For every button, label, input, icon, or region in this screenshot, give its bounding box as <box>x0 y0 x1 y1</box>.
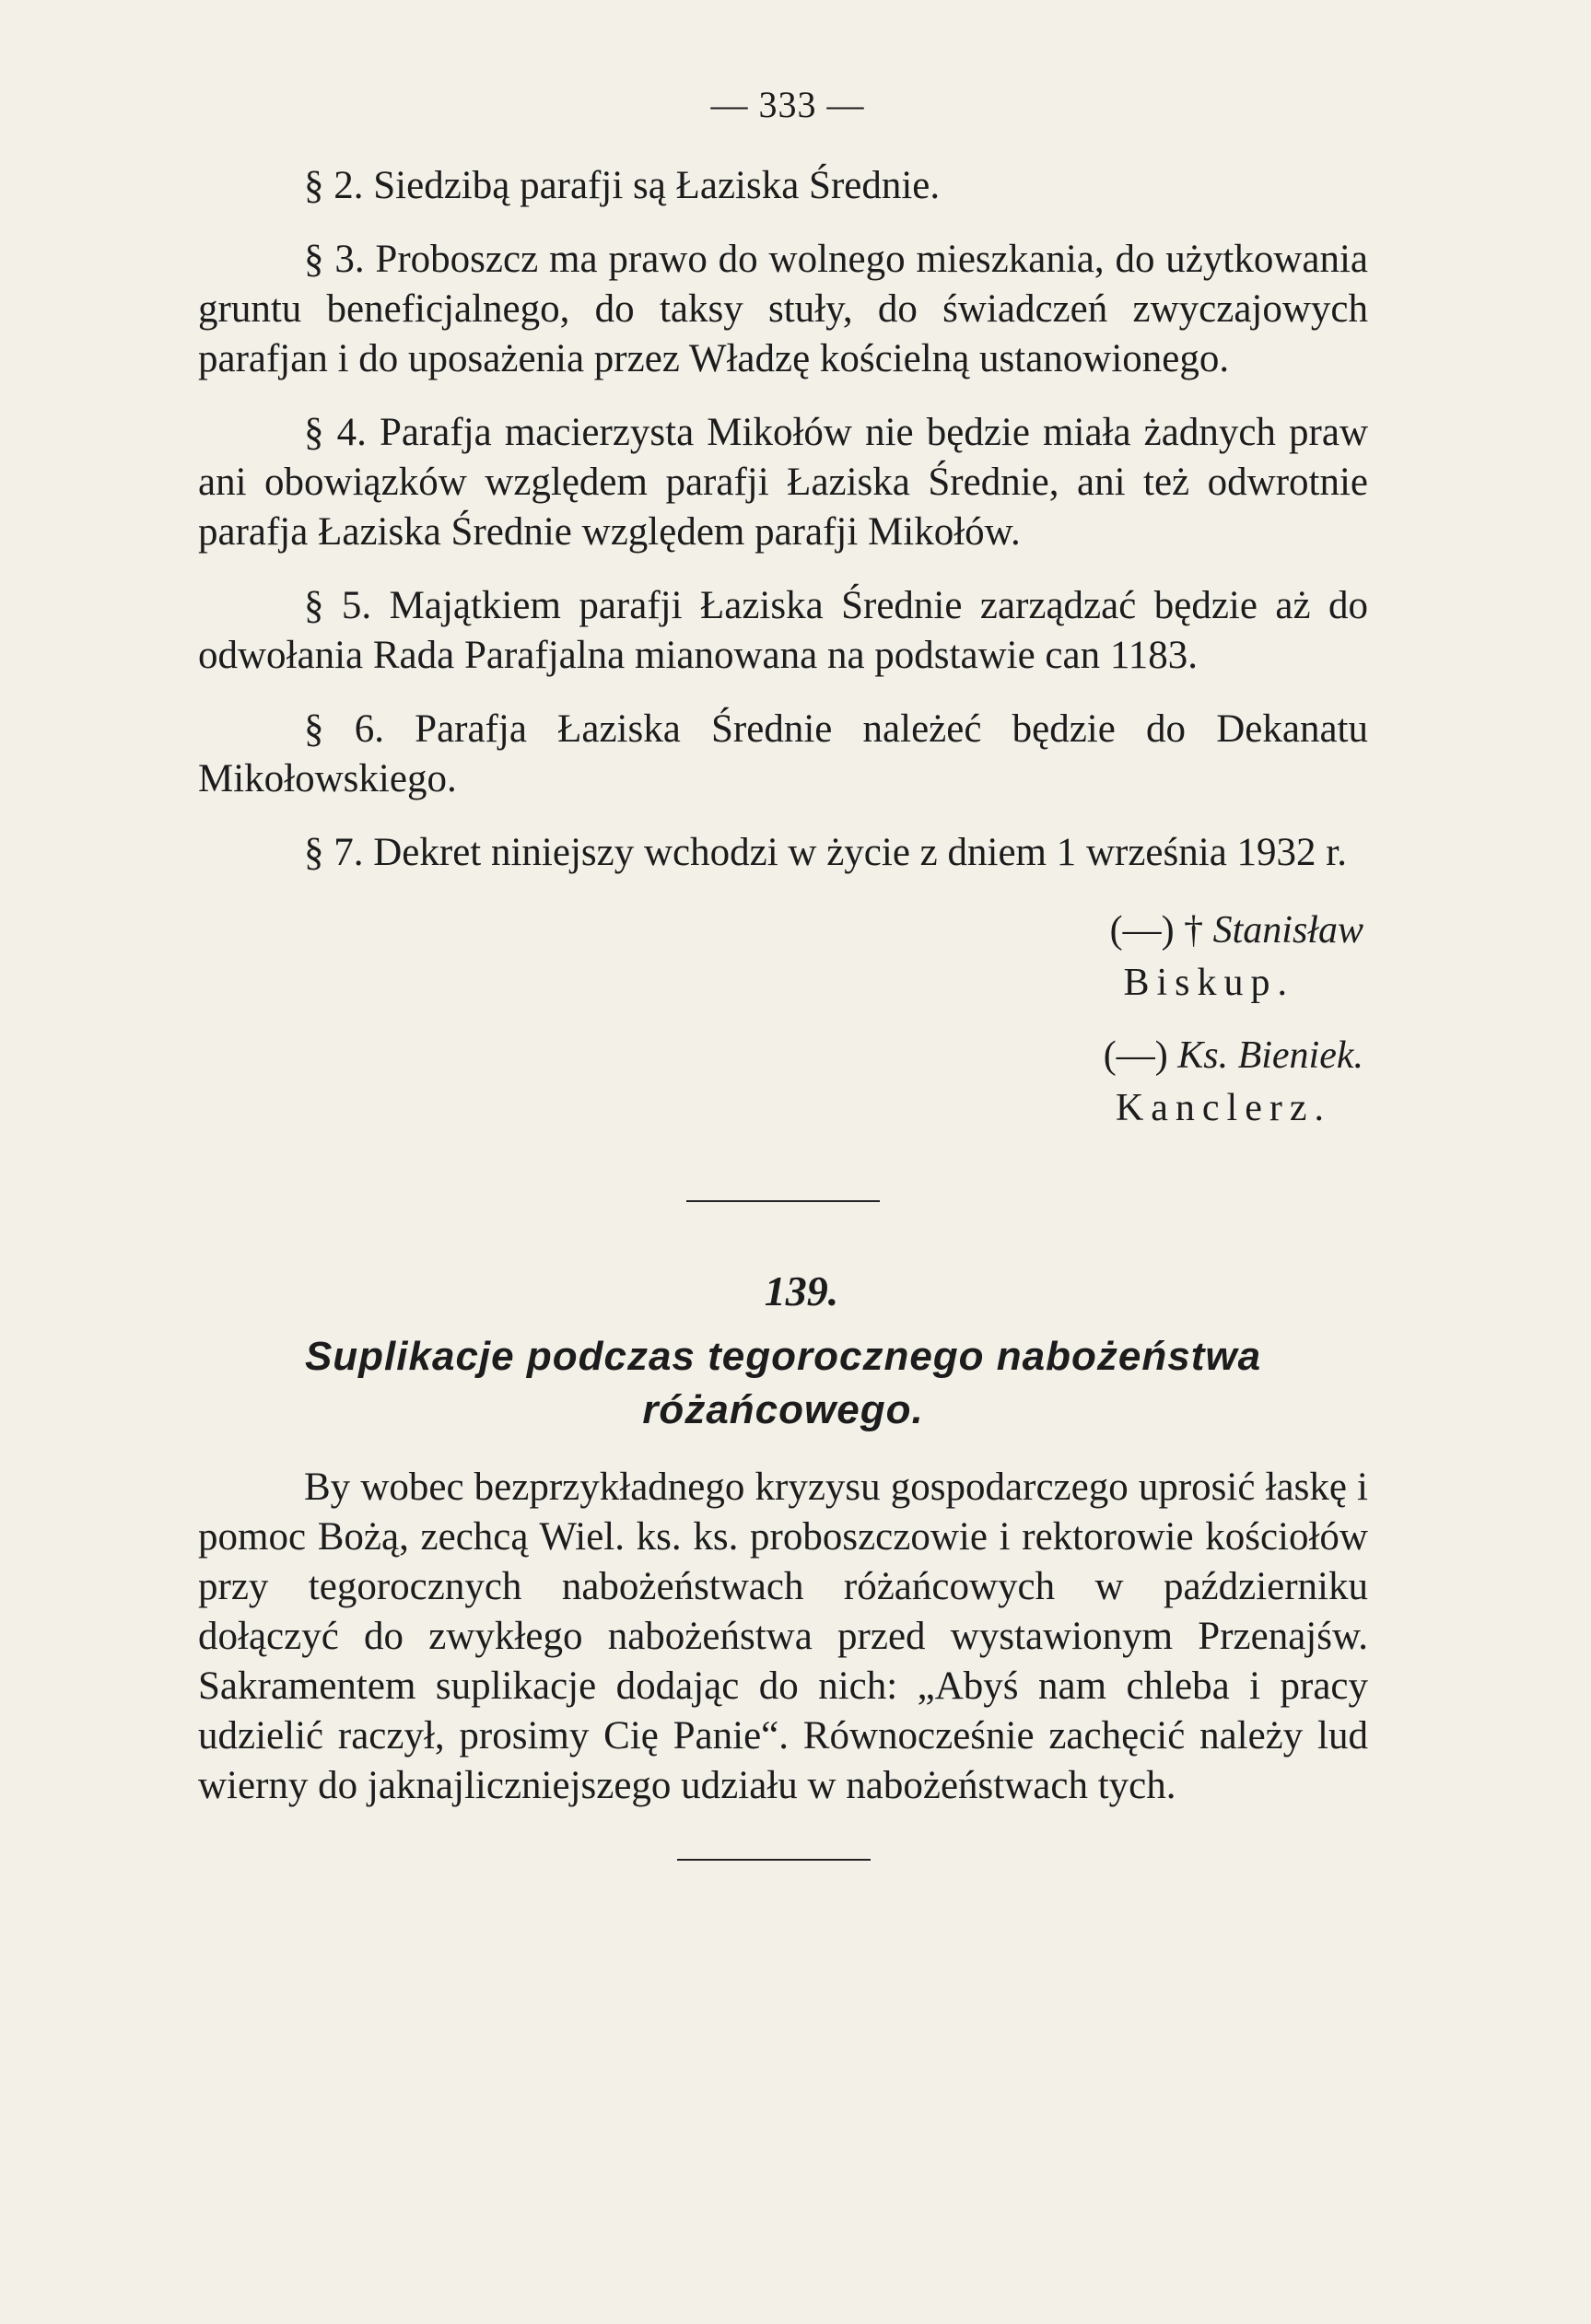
section-body <box>198 1463 1368 1811</box>
section-number: 139. <box>764 1267 839 1314</box>
paragraph-text: § 2. Siedzibą parafji są Łaziska Średnie. <box>304 164 941 207</box>
paragraph-6 <box>198 705 1368 804</box>
paragraph-text: § 3. Proboszcz ma prawo do wolnego mieszkania, do użytkowania gruntu beneficjalnego, do taksy stuły, do świadczeń zwyczajowych parafjan i do uposażenia przez Władzę kościelną ustanowionego. <box>198 238 1368 380</box>
bishop-signature <box>198 905 1368 955</box>
section-body-text: By wobec bezprzykładnego kryzysu gospodarczego uprosić łaskę i pomoc Bożą, zechcą Wiel. ks. ks. proboszczowie i rektorowie kościołów przy tegorocznych nabożeństwach różańcowych w październiku dołączyć do zwykłego nabożeństwa przed wystawionym Przenajśw. Sakramentem suplikacje dodając do nich: „Abyś nam chleba i pracy udzielić raczył, prosimy Cię Panie“. Równocześnie zachęcić należy lud wierny do jaknajliczniejszego udziału w nabożeństwach tych. <box>198 1466 1368 1807</box>
page-number: — 333 — <box>710 84 865 125</box>
paragraph-4 <box>198 408 1368 557</box>
paragraph-text: § 4. Parafja macierzysta Mikołów nie będzie miała żadnych praw ani obowiązków względem parafji Łaziska Średnie, ani też odwrotnie parafja Łaziska Średnie względem parafji Mikołów. <box>198 411 1368 554</box>
signature-name: Stanisław <box>1212 909 1363 952</box>
signature-name: Ks. Bieniek. <box>1177 1034 1363 1077</box>
divider-rule <box>686 1200 880 1202</box>
chancellor-signature <box>198 1031 1368 1080</box>
document-page <box>198 83 1368 1861</box>
chancellor-title: Kanclerz. <box>1115 1087 1331 1129</box>
paragraph-7 <box>198 828 1368 878</box>
paragraph-3 <box>198 235 1368 384</box>
signature-prefix: (—) † <box>1109 909 1213 952</box>
paragraph-text: § 5. Majątkiem parafji Łaziska Średnie zarządzać będzie aż do odwołania Rada Parafjalna mianowana na podstawie can 1183. <box>198 584 1368 677</box>
divider-rule <box>677 1859 871 1861</box>
paragraph-5 <box>198 581 1368 681</box>
paragraph-text: § 7. Dekret niniejszy wchodzi w życie z dniem 1 września 1932 r. <box>304 831 1347 874</box>
bishop-title: Biskup. <box>1123 962 1294 1004</box>
section-title: Suplikacje podczas tegorocznego nabożeństwa różańcowego. <box>304 1334 1262 1432</box>
signature-prefix: (—) <box>1103 1034 1178 1077</box>
paragraph-text: § 6. Parafja Łaziska Średnie należeć będzie do Dekanatu Mikołowskiego. <box>198 707 1368 800</box>
signature-block <box>198 905 1368 1136</box>
paragraph-2 <box>198 161 1368 211</box>
